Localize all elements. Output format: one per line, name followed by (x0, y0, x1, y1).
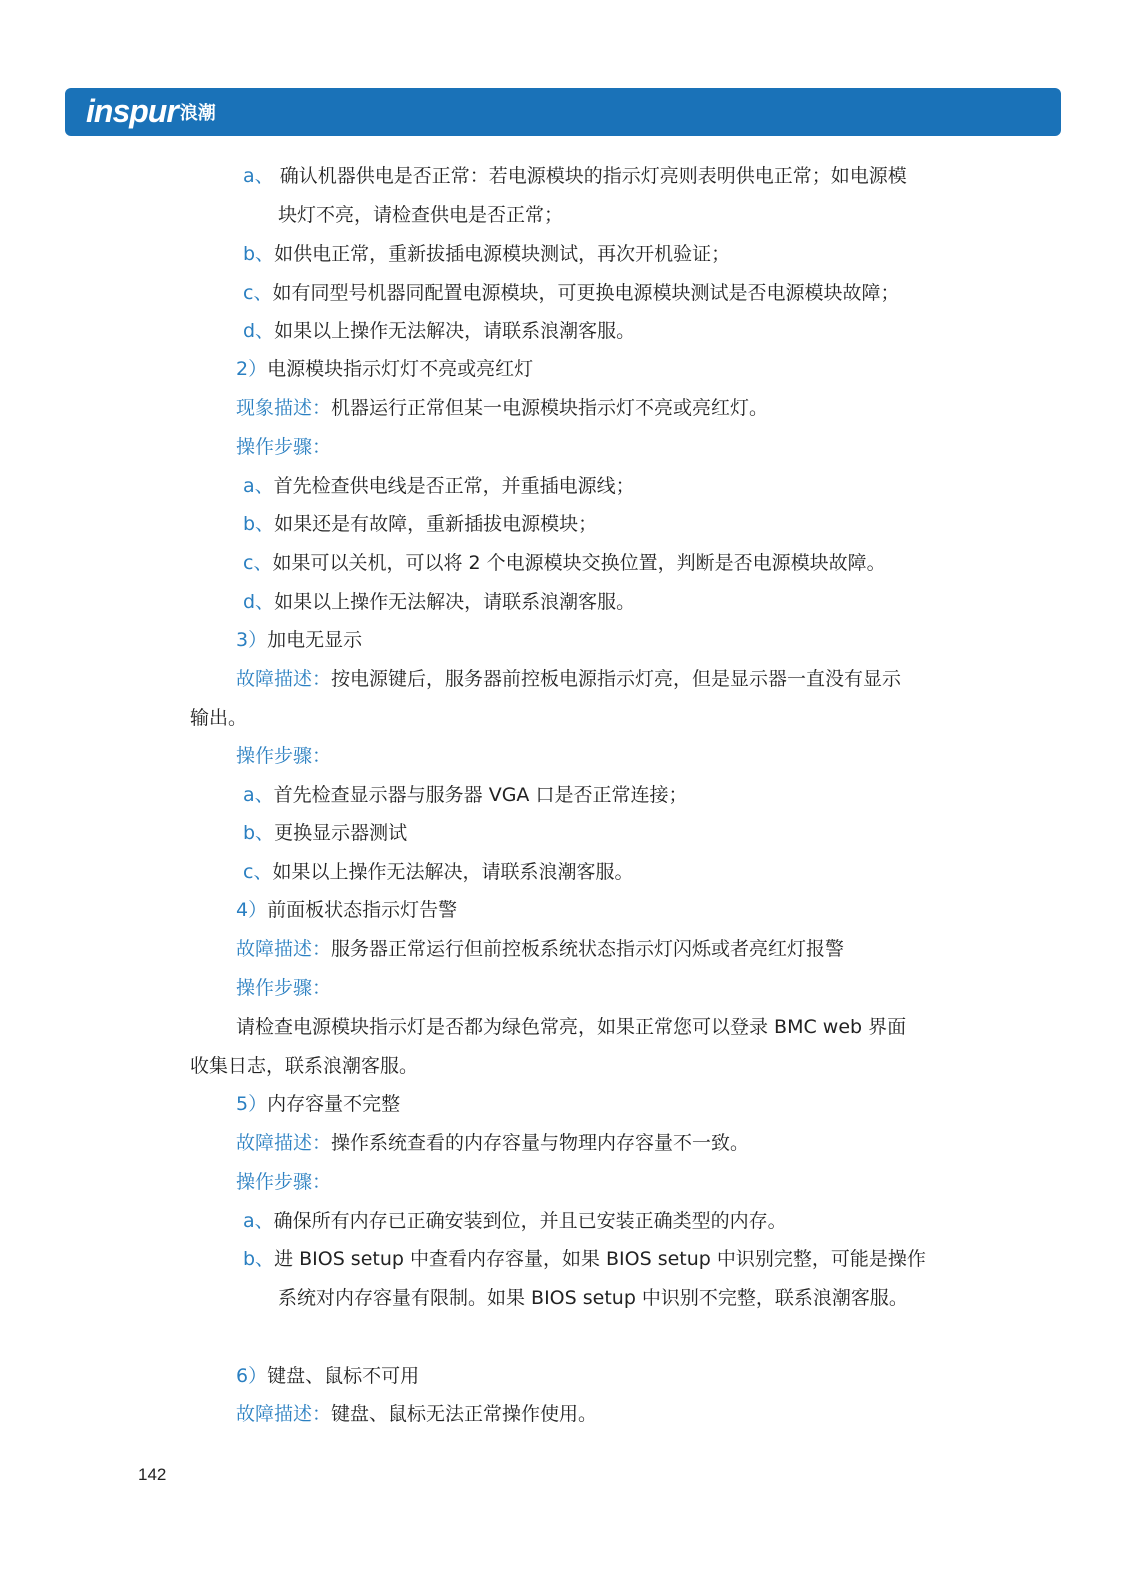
body-line (278, 1287, 908, 1309)
description-text: 机器运行正常但某一电源模块指示灯不亮或亮红灯。 (331, 397, 769, 419)
inspur-logo (86, 94, 216, 128)
description-label: 故障描述： (236, 668, 332, 690)
page-number: 142 (138, 1465, 167, 1484)
line-text: 如果还是有故障，重新插拔电源模块； (274, 513, 598, 535)
body-line (243, 591, 635, 613)
section-number: 3） (236, 629, 268, 651)
description-text: 按电源键后，服务器前控板电源指示灯亮，但是显示器一直没有显示 (331, 668, 902, 690)
section-heading (236, 899, 457, 921)
body-line (243, 243, 730, 265)
body-line (278, 204, 563, 226)
line-text: 块灯不亮，请检查供电是否正常； (278, 204, 564, 226)
line-text: 请检查电源模块指示灯是否都为绿色常亮，如果正常您可以登录 BMC web 界面 (236, 1016, 907, 1038)
description-text: 服务器正常运行但前控板系统状态指示灯闪烁或者亮红灯报警 (331, 938, 845, 960)
section-heading (236, 1365, 419, 1387)
line-marker: c、 (243, 282, 273, 304)
body-line (190, 707, 247, 729)
line-text: 首先检查显示器与服务器 VGA 口是否正常连接； (273, 784, 688, 806)
section-number: 2） (236, 358, 268, 380)
description-text: 键盘、鼠标无法正常操作使用。 (331, 1403, 598, 1425)
steps-label: 操作步骤： (236, 745, 332, 767)
line-text: 确保所有内存已正确安装到位，并且已安装正确类型的内存。 (273, 1210, 787, 1232)
section-title: 加电无显示 (267, 629, 363, 651)
description-label: 故障描述： (236, 1403, 332, 1425)
description-line (236, 397, 768, 419)
description-text: 操作系统查看的内存容量与物理内存容量不一致。 (331, 1132, 750, 1154)
steps-heading (236, 436, 331, 458)
body-line (236, 1016, 906, 1038)
body-line (243, 861, 633, 883)
line-text: 进 BIOS setup 中查看内存容量，如果 BIOS setup 中识别完整，可能是操作 (274, 1248, 926, 1270)
logo-text-cn: 浪潮 (179, 103, 216, 124)
section-title: 键盘、鼠标不可用 (267, 1365, 420, 1387)
line-marker: c、 (243, 552, 273, 574)
line-text: 如有同型号机器同配置电源模块，可更换电源模块测试是否电源模块故障； (272, 282, 900, 304)
line-text: 更换显示器测试 (274, 822, 408, 844)
line-text: 如果以上操作无法解决，请联系浪潮客服。 (274, 591, 636, 613)
section-title: 前面板状态指示灯告警 (267, 899, 458, 921)
section-title: 电源模块指示灯灯不亮或亮红灯 (267, 358, 534, 380)
line-text: 收集日志，联系浪潮客服。 (190, 1055, 419, 1077)
line-marker: b、 (243, 513, 275, 535)
line-marker: b、 (243, 243, 275, 265)
line-marker: d、 (243, 591, 275, 613)
body-line (243, 1248, 926, 1270)
section-heading (236, 629, 362, 651)
line-text: 系统对内存容量有限制。如果 BIOS setup 中识别不完整，联系浪潮客服。 (278, 1287, 908, 1309)
section-heading (236, 358, 533, 380)
line-text: 输出。 (190, 707, 248, 729)
steps-heading (236, 745, 331, 767)
line-marker: a、 (243, 475, 274, 497)
steps-label: 操作步骤： (236, 1171, 332, 1193)
description-label: 故障描述： (236, 938, 332, 960)
line-marker: b、 (243, 1248, 275, 1270)
body-line (243, 282, 899, 304)
line-text: 如果以上操作无法解决，请联系浪潮客服。 (272, 861, 634, 883)
steps-label: 操作步骤： (236, 977, 332, 999)
line-marker: c、 (243, 861, 273, 883)
body-line (243, 165, 907, 187)
section-title: 内存容量不完整 (267, 1093, 401, 1115)
section-number: 4） (236, 899, 268, 921)
line-text: 首先检查供电线是否正常，并重插电源线； (273, 475, 635, 497)
line-text: 确认机器供电是否正常：若电源模块的指示灯亮则表明供电正常；如电源模 (273, 165, 907, 187)
line-text: 如供电正常，重新拔插电源模块测试，再次开机验证； (274, 243, 731, 265)
description-line (236, 938, 844, 960)
line-marker: d、 (243, 320, 275, 342)
section-number: 5） (236, 1093, 268, 1115)
steps-heading (236, 1171, 331, 1193)
line-text: 如果可以关机，可以将 2 个电源模块交换位置，判断是否电源模块故障。 (272, 552, 886, 574)
description-label: 现象描述： (236, 397, 332, 419)
description-line (236, 1132, 749, 1154)
body-line (243, 1210, 787, 1232)
line-marker: b、 (243, 822, 275, 844)
line-marker: a、 (243, 784, 274, 806)
body-line (243, 822, 407, 844)
description-line (236, 668, 901, 690)
steps-heading (236, 977, 331, 999)
body-line (243, 320, 635, 342)
body-line (243, 784, 687, 806)
description-line (236, 1403, 597, 1425)
section-heading (236, 1093, 400, 1115)
line-text: 如果以上操作无法解决，请联系浪潮客服。 (274, 320, 636, 342)
section-number: 6） (236, 1365, 268, 1387)
body-line (243, 552, 886, 574)
line-marker: a、 (243, 165, 274, 187)
description-label: 故障描述： (236, 1132, 332, 1154)
body-line (243, 513, 597, 535)
line-marker: a、 (243, 1210, 274, 1232)
body-line (190, 1055, 418, 1077)
steps-label: 操作步骤： (236, 436, 332, 458)
logo-text-en: inspur (86, 93, 178, 129)
body-line (243, 475, 635, 497)
